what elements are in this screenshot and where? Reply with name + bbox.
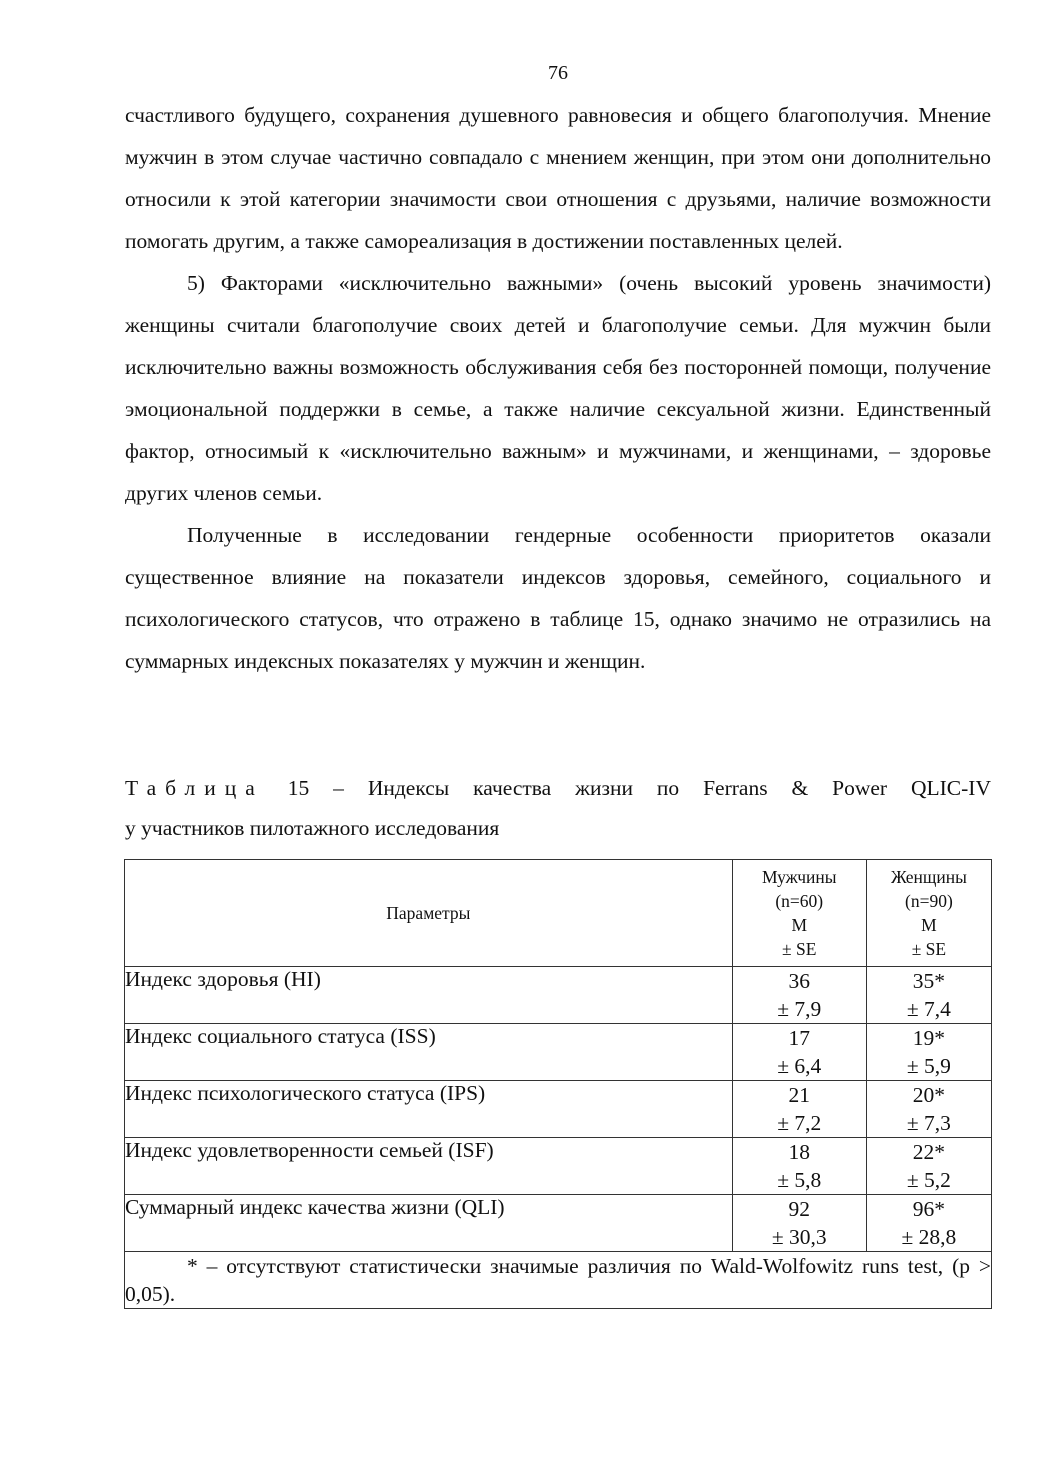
women-value [866,1138,991,1195]
row-param: Индекс здоровья (HI) [125,967,733,1024]
header-women [866,860,991,967]
page-number: 76 [548,62,568,84]
mean: 19* [912,1026,946,1050]
footnote-text: * – отсутствуют статистически значимые различия по Wald-Wolfowitz runs test, (p > 0,05). [125,1254,991,1306]
paragraph: Полученные в исследовании гендерные особенности приоритетов оказали существенное влияние на показатели индексов здоровья, семейного, социального и психологического статусов, что отражено в таблице 15, однако значимо не отразились на суммарных индексных показателях у мужчин и женщин. [125,523,991,673]
men-value [732,1195,866,1252]
header-men-line: M [791,915,808,935]
table-note-row [125,1252,992,1309]
mean: 17 [788,1026,810,1050]
mean: 18 [788,1140,810,1164]
header-women-line: ± SE [911,939,947,959]
men-value [732,1081,866,1138]
women-value [866,967,991,1024]
se: ± 5,9 [906,1054,951,1078]
table-row [125,1195,992,1252]
header-women-line: M [921,915,937,935]
table-row [125,1138,992,1195]
se: ± 30,3 [771,1225,827,1249]
header-men-line: Мужчины [761,867,837,887]
row-param: Индекс удовлетворенности семьей (ISF) [125,1138,733,1195]
header-men-line: (n=60) [775,891,824,911]
men-value [732,967,866,1024]
mean: 35* [912,969,946,993]
table-caption-label: Таблица [125,776,264,800]
men-value [732,1024,866,1081]
table-footnote [125,1252,992,1309]
table-caption [125,768,991,848]
table-header-row [125,860,992,967]
header-women-line: Женщины [890,867,967,887]
se: ± 7,4 [906,997,951,1021]
table-row [125,967,992,1024]
mean: 92 [788,1197,810,1221]
women-value [866,1195,991,1252]
table-caption-title: 15 – Индексы качества жизни по Ferrans & Power QLIC-IV [263,776,991,800]
mean: 21 [788,1083,810,1107]
footnote-indent [125,1254,187,1278]
se: ± 7,2 [777,1111,822,1135]
quality-of-life-table [124,859,992,1309]
body-text [125,94,991,682]
table-caption-line-2: у участников пилотажного исследования [125,816,500,840]
women-value [866,1081,991,1138]
table-caption-line-1 [125,768,991,808]
header-men-line: ± SE [782,939,817,959]
se: ± 28,8 [901,1225,957,1249]
mean: 22* [912,1140,946,1164]
header-params: Параметры [125,860,733,967]
mean: 20* [912,1083,946,1107]
se: ± 6,4 [777,1054,822,1078]
se: ± 7,3 [906,1111,951,1135]
mean: 96* [912,1197,946,1221]
row-param: Суммарный индекс качества жизни (QLI) [125,1195,733,1252]
paragraph: счастливого будущего, сохранения душевного равновесия и общего благополучия. Мнение мужчин в этом случае частично совпадало с мнением женщин, при этом они дополнительно относили к этой категории значимости свои отношения с друзьями, наличие возможности помогать другим, а также самореализация в достижении поставленных целей. [125,103,991,253]
se: ± 5,2 [906,1168,951,1192]
table-row [125,1081,992,1138]
men-value [732,1138,866,1195]
mean: 36 [788,969,810,993]
paragraph: 5) Факторами «исключительно важными» (очень высокий уровень значимости) женщины считали благополучие своих детей и благополучие семьи. Для мужчин были исключительно важны возможность обслуживания себя без посторонней помощи, получение эмоциональной поддержки в семье, а также наличие сексуальной жизни. Единственный фактор, относимый к «исключительно важным» и мужчинами, и женщинами, – здоровье других членов семьи. [125,271,991,505]
se: ± 5,8 [777,1168,822,1192]
table-row [125,1024,992,1081]
women-value [866,1024,991,1081]
row-param: Индекс психологического статуса (IPS) [125,1081,733,1138]
row-param: Индекс социального статуса (ISS) [125,1024,733,1081]
header-women-line: (n=90) [905,891,953,911]
header-men [732,860,866,967]
se: ± 7,9 [777,997,822,1021]
